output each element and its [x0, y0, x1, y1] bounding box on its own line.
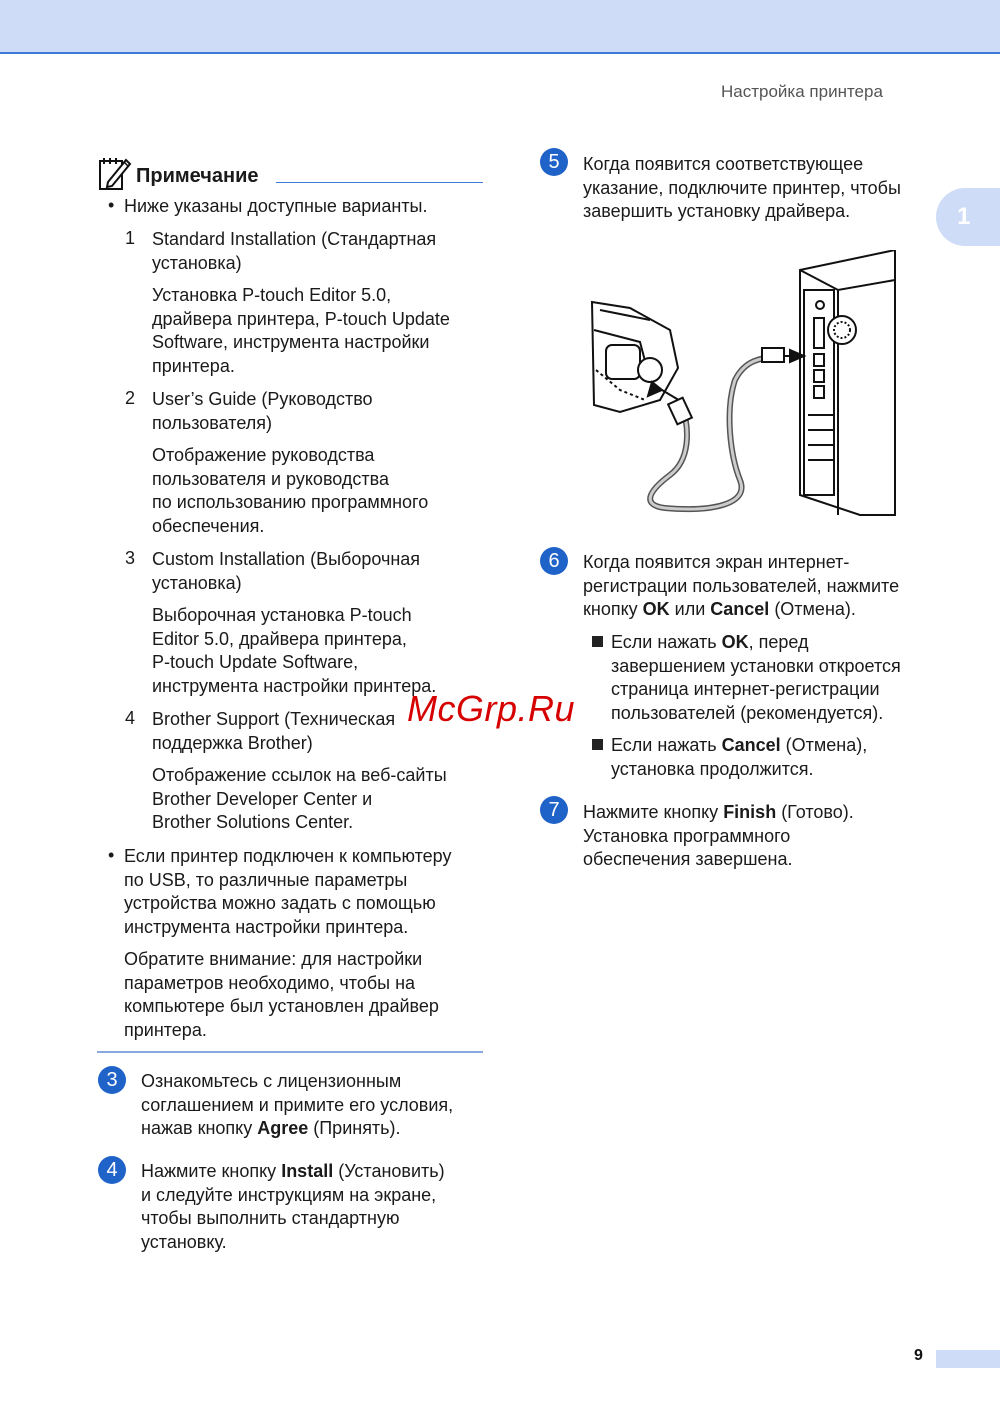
- usb-plug-computer-icon: [762, 348, 784, 362]
- note-usb-paragraph: Если принтер подключен к компьютеру по USB, то различные параметры устройства можно задать с помощью инструмента настройки принтера.: [124, 846, 452, 937]
- step-7-text: Нажмите кнопку Finish (Готово). Установка программного обеспечения завершена.: [583, 802, 854, 869]
- note-pencil-icon: [98, 156, 132, 192]
- step-3-badge: 3: [98, 1066, 126, 1094]
- note-end-rule: [97, 1051, 483, 1053]
- step-6-sub-cancel: Если нажать Cancel (Отмена), установка продолжится.: [611, 735, 868, 779]
- note-title: Примечание: [136, 165, 259, 187]
- step-6-sub-ok: Если нажать OK, перед завершением установки откроется страница интернет-регистрации пользователей (рекомендуется).: [611, 632, 901, 723]
- option-description: Отображение руководства пользователя и руководства по использованию программного обеспечения.: [152, 445, 429, 536]
- page-number: 9: [914, 1347, 923, 1364]
- usb-connection-illustration: [590, 250, 905, 520]
- step-5-text: Когда появится соответствующее указание, подключите принтер, чтобы завершить установку драйвера.: [583, 154, 901, 221]
- option-number: 1: [125, 228, 136, 248]
- note-intro: Ниже указаны доступные варианты.: [124, 196, 428, 216]
- note-title-rule: [276, 182, 483, 183]
- chapter-tab: [936, 188, 1000, 246]
- option-description: Отображение ссылок на веб-сайты Brother Developer Center и Brother Solutions Center.: [152, 765, 447, 832]
- usb-plug-printer-icon: [668, 398, 692, 425]
- step-6-badge: 6: [540, 547, 568, 575]
- option-description: Выборочная установка P-touch Editor 5.0, драйвера принтера, P-touch Update Software, инструмента настройки принтера.: [152, 605, 437, 696]
- step-4-badge: 4: [98, 1156, 126, 1184]
- step-3-text: Ознакомьтесь с лицензионным соглашением и примите его условия, нажав кнопку Agree (Принять).: [141, 1071, 454, 1138]
- label-printer-icon: [592, 302, 678, 412]
- note-attention-paragraph: Обратите внимание: для настройки параметров необходимо, чтобы на компьютере был установлен драйвер принтера.: [124, 949, 439, 1040]
- square-bullet-icon: [592, 636, 603, 647]
- option-title: User’s Guide (Руководство пользователя): [152, 389, 373, 433]
- running-header-title: Настройка принтера: [721, 82, 883, 101]
- bullet-dot-icon: •: [108, 195, 115, 215]
- chapter-number: 1: [957, 203, 971, 230]
- step-5-badge: 5: [540, 148, 568, 176]
- option-number: 2: [125, 388, 136, 408]
- option-title: Standard Installation (Стандартная установка): [152, 229, 437, 273]
- step-6-text: Когда появится экран интернет- регистрации пользователей, нажмите кнопку OK или Cancel (Отмена).: [583, 552, 900, 619]
- option-number: 4: [125, 708, 136, 728]
- page-tab: [936, 1350, 1000, 1368]
- option-title: Brother Support (Техническая поддержка Brother): [152, 709, 396, 753]
- watermark: McGrp.Ru: [407, 688, 576, 729]
- option-number: 3: [125, 548, 136, 568]
- step-7-badge: 7: [540, 796, 568, 824]
- square-bullet-icon: [592, 739, 603, 750]
- computer-tower-icon: [800, 250, 895, 515]
- bullet-dot-icon: •: [108, 845, 115, 865]
- step-4-text: Нажмите кнопку Install (Установить) и следуйте инструкциям на экране, чтобы выполнить стандартную установку.: [141, 1161, 445, 1252]
- top-header-band: [0, 0, 1000, 54]
- option-description: Установка P-touch Editor 5.0, драйвера принтера, P-touch Update Software, инструмента настройки принтера.: [152, 285, 450, 376]
- option-title: Custom Installation (Выборочная установка): [152, 549, 421, 593]
